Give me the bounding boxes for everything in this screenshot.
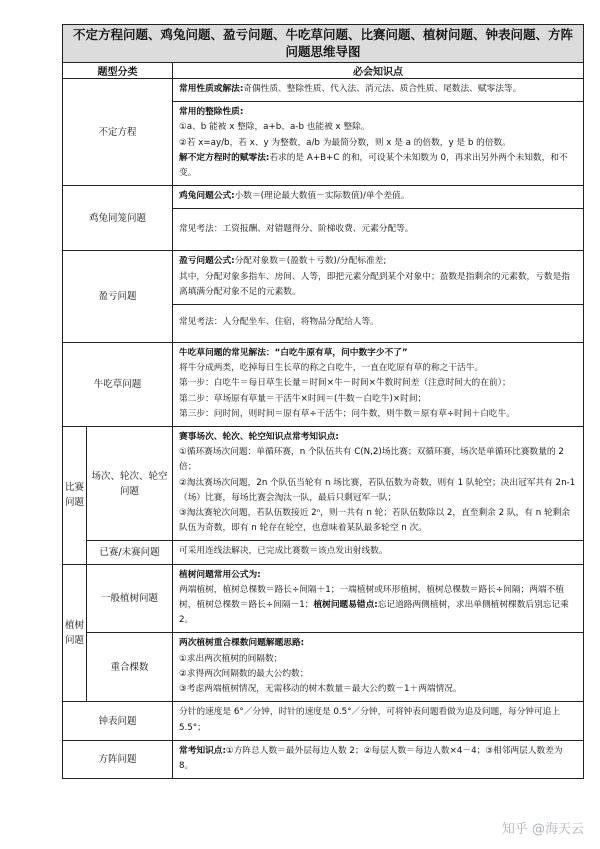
line: 其中，分配对象多指车、房间、人等，即把元素分配到某个对象中；盈数是指剩余的元素数，亏数是指离填满分配对象不足的元素数。 [179, 271, 570, 297]
knowledge-bisai-played [173, 541, 584, 564]
knowledge-zhishu-general [173, 564, 584, 633]
mind-map-table [62, 24, 584, 779]
category-jitu: 鸡兔同笼问题 [63, 186, 173, 251]
subcategory-bisai-rounds: 场次、轮次、轮空问题 [87, 427, 173, 541]
line: 第二步：草场原有草量＝干活牛×时间＝(牛数－白吃牛)×时间； [179, 393, 427, 404]
label: 赛事场次、轮次、轮空知识点常考知识点: [179, 432, 339, 443]
line: 忘记道路两侧植树，求出单侧植树棵数后别忘记乘 2。 [179, 600, 569, 626]
category-bdfc: 不定方程 [63, 79, 173, 186]
line: 两端植树，植树总棵数＝路长÷间隔＋1；一端植树或环形植树，植树总棵数＝路长÷间隔；两端不植树，植树总棵数＝路长÷间隔－1； [179, 584, 564, 611]
category-zhishu: 植树问题 [63, 564, 87, 702]
label: 解不定方程时的赋零法: [179, 152, 270, 163]
knowledge-bdfc-divisibility [173, 102, 584, 186]
watermark: 知乎 @海天云 [501, 822, 584, 837]
mind-map-table-wrapper [62, 24, 583, 779]
knowledge-jitu-formula [173, 186, 584, 209]
line: ①求出两次植树的间隔数； [179, 653, 283, 664]
text: 可采用连线法解决，已完成比赛数＝该点发出射线数。 [179, 546, 388, 557]
text: 常见考法：工资报酬、对错题得分、阶梯收费、元素分配等。 [179, 223, 414, 234]
knowledge-zhishu-overlap [173, 633, 584, 702]
knowledge-niu [173, 343, 584, 427]
category-yingkui: 盈亏问题 [63, 251, 173, 343]
knowledge-bisai-rounds [173, 427, 584, 541]
category-zhongbiao: 钟表问题 [63, 702, 173, 740]
label: 鸡兔问题公式: [179, 191, 235, 202]
label: 植树问题常用公式为: [179, 569, 261, 580]
line: ①循环赛场次问题：单循环赛，n 个队伍共有 C(N,2)场比赛；双循环赛，场次是单循环比赛数量的 2 倍； [179, 447, 564, 473]
line: 第一步：白吃牛＝每日草生长量＝时间×牛－时间×牛数时间差（注意时间大的在前）； [179, 378, 511, 389]
text: 常见考法：人分配坐车、住宿，将物品分配给人等。 [179, 317, 379, 328]
category-bisai: 比赛问题 [63, 427, 87, 565]
label: 常用的整除性质: [179, 107, 244, 118]
page-title: 不定方程问题、鸡兔问题、盈亏问题、牛吃草问题、比赛问题、植树问题、钟表问题、方阵问题思维导图 [63, 25, 584, 63]
subcategory-zhishu-overlap: 重合棵数 [87, 633, 173, 702]
text: ①方阵总人数＝最外层每边人数 2；②每层人数＝每边人数×4－4；③相邻两层人数差为 8。 [179, 745, 563, 771]
knowledge-yingkui-usage [173, 305, 584, 343]
knowledge-yingkui-formula [173, 251, 584, 305]
label: 盈亏问题公式: [179, 256, 235, 267]
knowledge-jitu-usage [173, 209, 584, 251]
header-knowledge: 必会知识点 [173, 63, 584, 79]
label: 牛吃草问题的常见解法：“白吃牛原有草，问中数字少不了” [179, 348, 408, 359]
text: 分配对象数＝(盈数＋亏数)/分配标准差; [234, 256, 387, 267]
category-niu: 牛吃草问题 [63, 343, 173, 427]
text: 奇偶性质、整除性质、代入法、消元法、质合性质、尾数法、赋零法等。 [243, 84, 522, 94]
line: ①a、b 能被 x 整除，a+b、a-b 也能被 x 整除。 [179, 122, 370, 133]
line: ③考虑两端植树情况，无需移动的树木数量＝最大公约数－1＋两端情况。 [179, 684, 462, 695]
category-fangzhen: 方阵问题 [63, 740, 173, 778]
line: ②淘汰赛场次问题，2n 个队伍当轮有 n 场比赛，若队伍数为奇数，则有 1 队轮空；决出冠军共有 2n-1（场）比赛，每场比赛会淘汰一队，最后只剩冠军一队； [179, 477, 576, 503]
line: 第三步：问时间，则时间＝原有草÷干活牛；问牛数，则牛数＝原有草÷时间＋白吃牛。 [179, 408, 515, 419]
label: 两次植树重合棵数问题解题思路: [179, 638, 305, 649]
knowledge-zhongbiao [173, 702, 584, 740]
text: 小数＝(理论最大数值－实际数值)/单个差值。 [234, 191, 410, 202]
text: 分针的速度是 6°／分钟，时针的速度是 0.5°／分钟，可将钟表问题看做为追及问题，每分钟可追上 5.5°； [179, 707, 561, 733]
label: 植树问题易错点: [313, 600, 378, 611]
subcategory-zhishu-general: 一般植树问题 [87, 564, 173, 633]
label: 常用性质或解法: [179, 84, 244, 94]
line: 若求的是 A+B+C 的和，可设某个未知数为 0，再求出另外两个未知数，和不变。 [179, 152, 568, 179]
knowledge-fangzhen [173, 740, 584, 778]
knowledge-bdfc-methods [173, 79, 584, 102]
subcategory-bisai-played: 已赛/未赛问题 [87, 541, 173, 564]
line: ③淘汰赛轮次问题，若队伍数接近 2ⁿ，则一共有 n 轮；若队伍数除以 2，直至剩余 2 队，有 n 轮剩余队伍为奇数，即有 n 轮存在轮空，也意味着某队最多轮空 n 次。 [179, 508, 571, 534]
line: 将牛分成两类，吃掉每日生长草的称之白吃牛，一直在吃原有草的称之干活牛。 [179, 363, 484, 374]
label: 常考知识点: [179, 745, 226, 756]
header-type: 题型分类 [63, 63, 173, 79]
line: ②求得两次间隔数的最大公约数； [179, 668, 309, 679]
line: ②若 x=ay/b，若 x、y 为整数，a/b 为最简分数，则 x 是 a 的倍数，y 是 b 的倍数。 [179, 137, 511, 148]
